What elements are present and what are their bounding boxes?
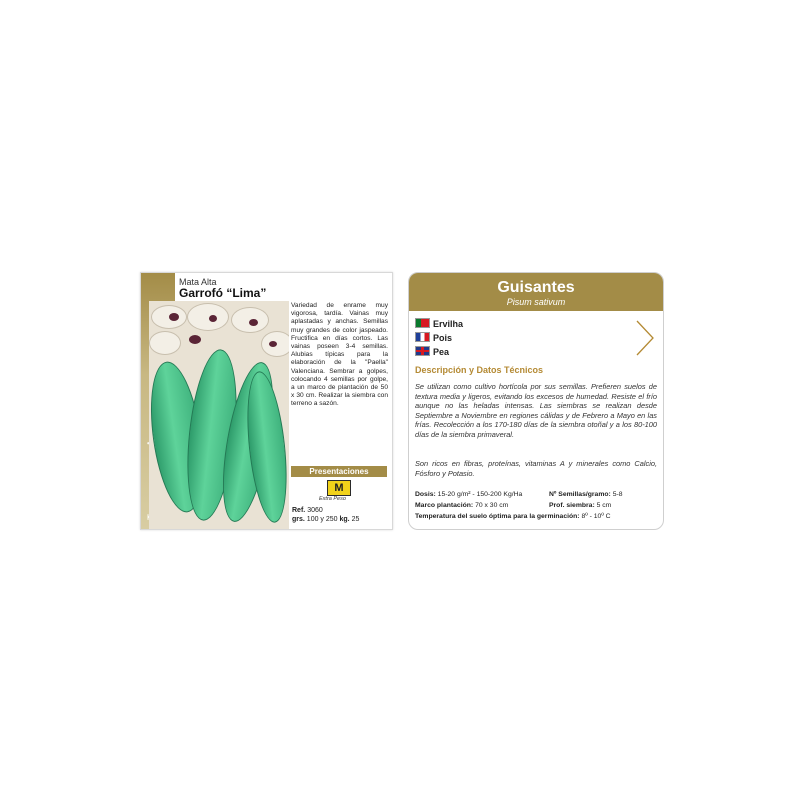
language-name: Ervilha xyxy=(433,319,464,329)
seed-info-card-guisantes xyxy=(408,272,664,530)
ref-value: 3060 xyxy=(307,507,323,514)
brand-logo: M xyxy=(327,480,351,496)
dosis-line xyxy=(415,491,522,498)
language-french xyxy=(415,332,452,343)
chevron-right-icon[interactable] xyxy=(635,319,655,357)
grs-value: 100 y 250 xyxy=(306,516,338,523)
product-photo xyxy=(149,301,289,529)
section-title: Descripción y Datos Técnicos xyxy=(415,365,544,375)
france-flag-icon xyxy=(415,332,430,342)
language-name: Pois xyxy=(433,333,453,343)
temperature-line xyxy=(415,513,611,520)
nutrition-paragraph: Son ricos en fibras, proteínas, vitaminas A y minerales como Calcio, Fósforo y Potasio. xyxy=(415,459,657,478)
description-paragraph: Se utilizan como cultivo hortícola por sus semillas. Prefieren suelos de textura media y ligeros, evitando los excesos de humedad. Resiste el frío aunque no las heladas intensas. Las siembras se realizan desde Septiembre a Noviembre en regiones cálidas y de Febrero a Mayo en las frías. Recolección a los 170-180 días de la siembra otoñal y a los 80-100 días de la siembra primaveral. xyxy=(415,382,657,439)
language-name: Pea xyxy=(433,347,450,357)
variety-description: Variedad de enrame muy vigorosa, tardía. Vainas muy aplastadas y anchas. Semillas muy grandes de color jaspeado. Fructifica en días cortos. Las vainas poseen 3-4 semillas. Alubias típicas para la elaboración de la "Paella" Valenciana. Sembrar a golpes, colocando 4 semillas por golpe, a un marco de plantación de 50 x 30 cm. Realizar la siembra con terreno a sazón. xyxy=(291,302,388,408)
temperature-value: 8º - 10º C xyxy=(581,513,611,520)
depth-value: 5 cm xyxy=(596,502,612,509)
variety-type: Mata Alta xyxy=(179,277,217,287)
scientific-name: Pisum sativum xyxy=(506,297,566,307)
language-english xyxy=(415,346,449,357)
seed-packet-card-garrofo xyxy=(140,272,393,530)
kg-label: kg. xyxy=(339,516,350,523)
seeds-line xyxy=(549,491,623,498)
temperature-label: Temperatura del suelo óptima para la germinación: xyxy=(415,513,580,520)
depth-label: Prof. siembra: xyxy=(549,502,595,509)
reference-line xyxy=(292,507,323,514)
kg-value: 25 xyxy=(351,516,360,523)
depth-line xyxy=(549,502,611,509)
marco-label: Marco plantación: xyxy=(415,502,474,509)
card-header xyxy=(409,273,663,311)
marco-value: 70 x 30 cm xyxy=(475,502,509,509)
crop-name: Guisantes xyxy=(497,279,575,296)
language-portuguese xyxy=(415,318,463,329)
dosis-value: 15-20 g/m² - 150-200 Kg/Ha xyxy=(437,491,523,498)
grs-label: grs. xyxy=(292,516,305,523)
marco-line xyxy=(415,502,508,509)
weights-line xyxy=(292,516,359,523)
seeds-label: Nº Semillas/gramo: xyxy=(549,491,611,498)
brand-logo-label: Extra Peso xyxy=(319,496,346,502)
presentations-header: Presentaciones xyxy=(291,466,387,477)
portugal-flag-icon xyxy=(415,318,430,328)
uk-flag-icon xyxy=(415,346,430,356)
seeds-value: 5-8 xyxy=(612,491,623,498)
variety-name: Garrofó “Lima” xyxy=(179,286,267,300)
ref-label: Ref. xyxy=(292,507,306,514)
dosis-label: Dosis: xyxy=(415,491,436,498)
